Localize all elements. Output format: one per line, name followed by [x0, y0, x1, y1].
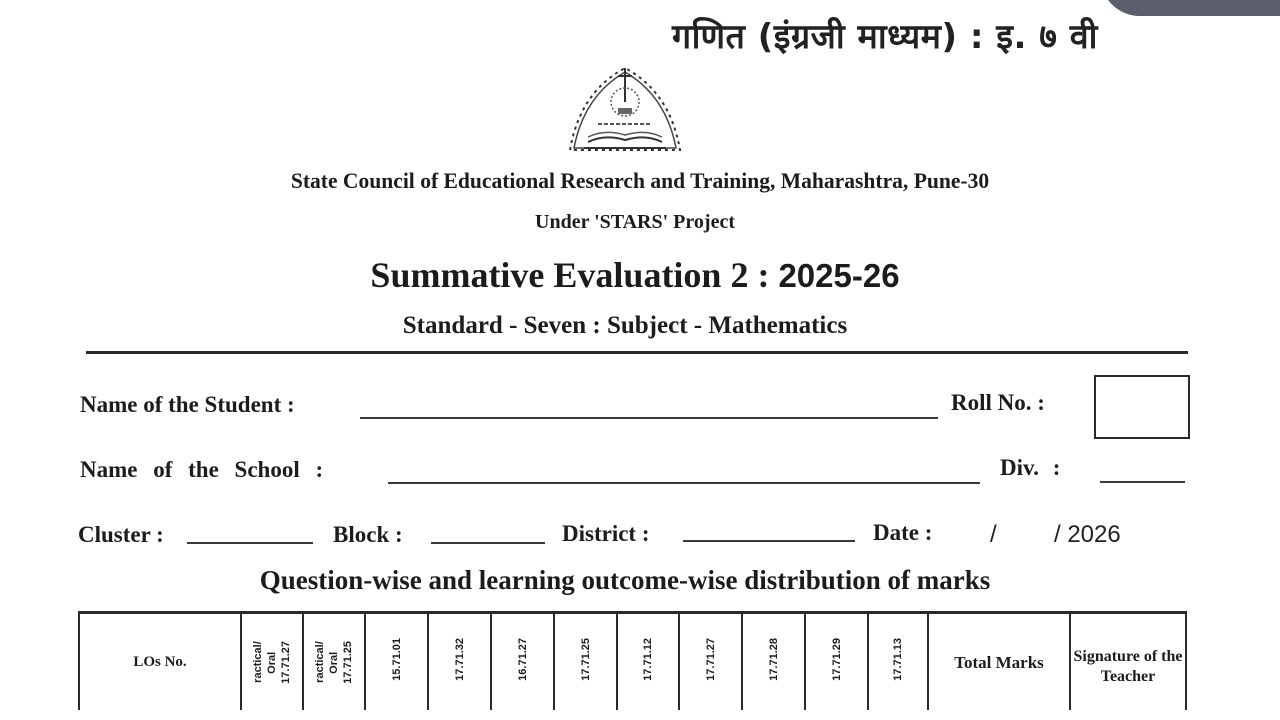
student-name-field[interactable]	[360, 417, 938, 419]
col-lo-7: 17.71.12	[617, 613, 679, 711]
col-lo-10: 17.71.29	[805, 613, 868, 711]
block-field[interactable]	[431, 542, 545, 544]
district-field[interactable]	[683, 540, 855, 542]
exam-title-text: Summative Evaluation 2 :	[370, 255, 779, 295]
standard-subject: Standard - Seven : Subject - Mathematics	[402, 312, 848, 339]
cluster-label: Cluster :	[78, 522, 164, 547]
col-teacher-signature: Signature of the Teacher	[1070, 613, 1186, 711]
school-name-label: Name of the School :	[80, 457, 324, 482]
project-name: Under 'STARS' Project	[535, 211, 735, 233]
student-name-label: Name of the Student :	[80, 392, 295, 417]
col-lo-11: 17.71.13	[868, 613, 928, 711]
distribution-title: Question-wise and learning outcome-wise distribution of marks	[259, 565, 991, 595]
col-lo-4: 17.71.32	[428, 613, 491, 711]
col-los-no: LOs No.	[79, 613, 241, 711]
scert-logo-icon	[560, 62, 690, 160]
col-lo-2: ractical/ Oral 17.71.25	[303, 613, 365, 711]
table-header-row	[79, 613, 1186, 711]
school-name-field[interactable]	[388, 482, 980, 484]
header-divider	[86, 351, 1188, 354]
col-lo-6: 17.71.25	[554, 613, 617, 711]
col-total-marks: Total Marks	[928, 613, 1070, 711]
roll-no-label: Roll No. :	[951, 390, 1045, 415]
col-lo-5: 16.71.27	[491, 613, 554, 711]
div-field[interactable]	[1100, 481, 1185, 483]
cluster-field[interactable]	[187, 542, 313, 544]
col-lo-9: 17.71.28	[742, 613, 805, 711]
overlay-corner-tab	[1100, 0, 1280, 16]
col-lo-3: 15.71.01	[365, 613, 428, 711]
col-lo-1: ractical/ Oral 17.71.27	[241, 613, 303, 711]
marathi-subject-title: गणित (इंग्रजी माध्यम) : इ. ७ वी	[672, 17, 1098, 57]
marks-distribution-table	[78, 611, 1187, 710]
col-lo-8: 17.71.27	[679, 613, 742, 711]
exam-title	[0, 254, 1275, 296]
district-label: District :	[562, 521, 650, 546]
roll-no-field[interactable]	[1094, 375, 1190, 439]
date-year[interactable]: / 2026	[1054, 521, 1121, 548]
date-label: Date :	[873, 520, 933, 545]
organization-name: State Council of Educational Research and Training, Maharashtra, Pune-30	[290, 168, 990, 193]
exam-year: 2025-26	[778, 257, 900, 294]
date-day-separator[interactable]: /	[990, 521, 997, 548]
block-label: Block :	[333, 522, 403, 547]
div-label: Div. :	[1000, 455, 1061, 480]
